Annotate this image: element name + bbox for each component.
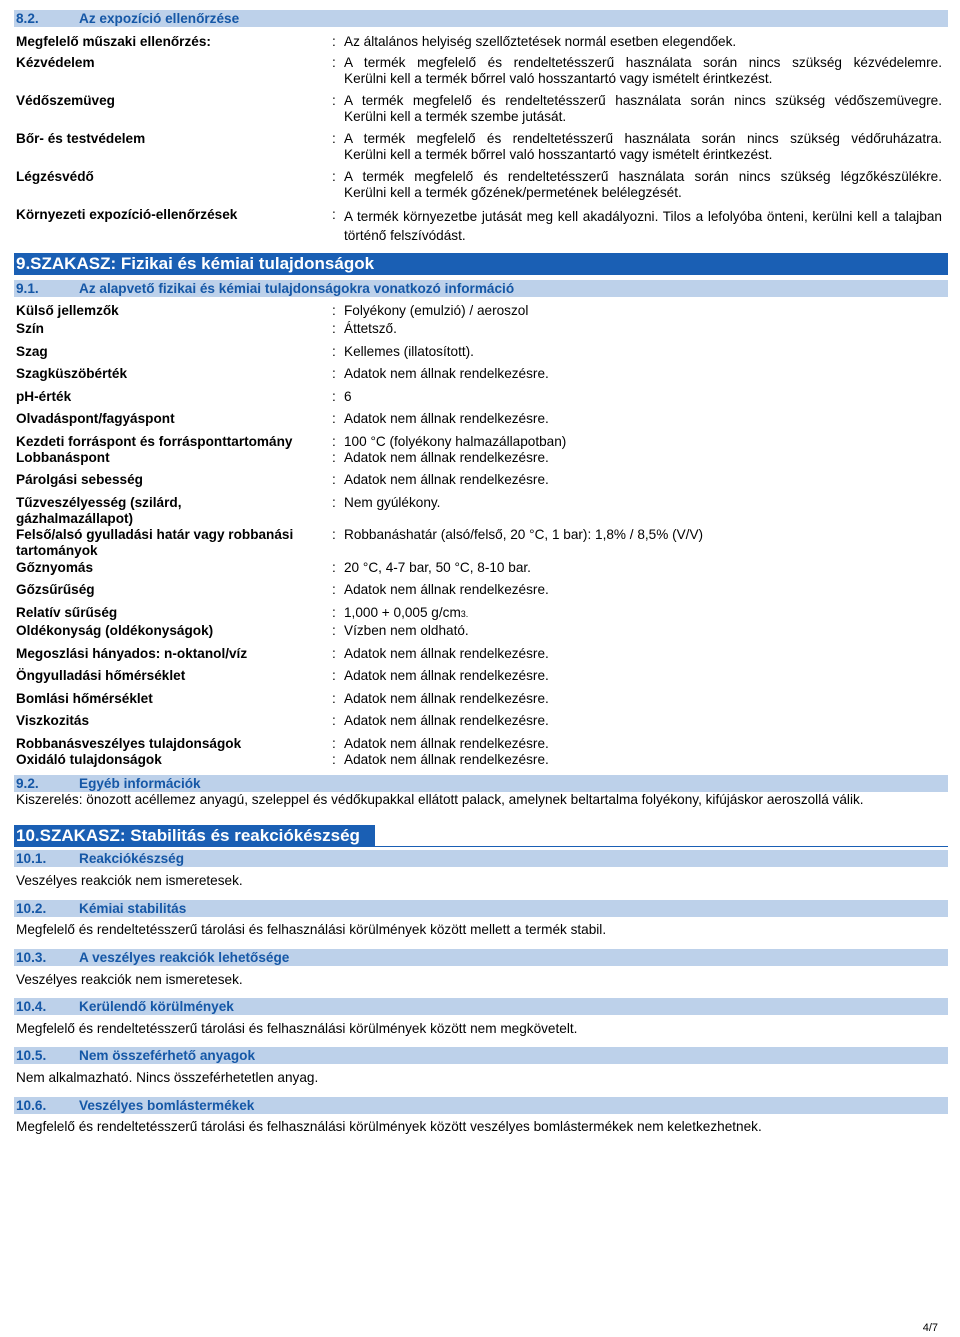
row-label: Védőszemüveg xyxy=(16,93,115,108)
colon: : xyxy=(332,472,336,487)
row-label: Öngyulladási hőmérséklet xyxy=(16,668,186,683)
row-label: Kezdeti forráspont és forrásponttartomány xyxy=(16,434,293,449)
colon: : xyxy=(332,169,336,184)
section-9-1-header xyxy=(14,280,948,297)
row-value: A termék megfelelő és rendeltetésszerű használata során nincs szükség légzőkészülékre. xyxy=(344,169,942,184)
row-value: Adatok nem állnak rendelkezésre. xyxy=(344,691,549,706)
section-divider xyxy=(375,846,948,847)
section-title: 9.SZAKASZ: Fizikai és kémiai tulajdonságok xyxy=(16,254,375,273)
row-value-line2: Kerülni kell a termék szembe jutását. xyxy=(344,109,567,124)
section-9-header xyxy=(14,253,948,275)
colon: : xyxy=(332,605,336,620)
colon: : xyxy=(332,527,336,542)
row-label: Felső/alsó gyulladási határ vagy robbanási tartományok xyxy=(16,527,294,558)
section-title: Egyéb információk xyxy=(79,776,201,791)
section-text: Megfelelő és rendeltetésszerű tárolási és felhasználási körülmények között nem megkövetelt. xyxy=(16,1021,578,1036)
row-label: Oldékonyság (oldékonyságok) xyxy=(16,623,214,638)
row-label: Viszkozitás xyxy=(16,713,90,728)
page-number: 4/7 xyxy=(922,1322,938,1334)
row-label: Szag xyxy=(16,344,48,359)
section-title: Kerülendő körülmények xyxy=(79,999,234,1014)
section-text: Megfelelő és rendeltetésszerű tárolási és felhasználási körülmények között mellett a termék stabil. xyxy=(16,922,607,937)
section-10-1-header xyxy=(14,850,948,867)
colon: : xyxy=(332,411,336,426)
row-label: Gőznyomás xyxy=(16,560,94,575)
section-10-4-header xyxy=(14,998,948,1015)
row-value-line2: Kerülni kell a termék bőrrel való hosszantartó vagy ismételt érintkezést. xyxy=(344,71,773,86)
row-value: Adatok nem állnak rendelkezésre. xyxy=(344,582,549,597)
section-number: 8.2. xyxy=(16,11,39,26)
row-label: Bomlási hőmérséklet xyxy=(16,691,153,706)
section-number: 10.3. xyxy=(16,950,47,965)
section-number: 10.5. xyxy=(16,1048,47,1063)
row-value: A termék környezetbe jutását meg kell akadályozni. Tilos a lefolyóba önteni, kerülni kell a talajban történő felszívódást. xyxy=(344,209,942,243)
colon: : xyxy=(332,321,336,336)
section-title: 10.SZAKASZ: Stabilitás és reakciókészség xyxy=(16,826,360,845)
row-label: Gőzsűrűség xyxy=(16,582,95,597)
colon: : xyxy=(332,713,336,728)
colon: : xyxy=(332,450,336,465)
row-label: Megoszlási hányados: n-oktanol/víz xyxy=(16,646,248,661)
row-value: 100 °C (folyékony halmazállapotban) xyxy=(344,434,567,449)
section-title: Kémiai stabilitás xyxy=(79,901,187,916)
row-label: Olvadáspont/fagyáspont xyxy=(16,411,175,426)
colon: : xyxy=(332,303,336,318)
row-label: pH-érték xyxy=(16,389,72,404)
row-label: Kézvédelem xyxy=(16,55,95,70)
row-value: Vízben nem oldható. xyxy=(344,623,469,638)
row-value: Adatok nem állnak rendelkezésre. xyxy=(344,366,549,381)
row-value-line2: Kerülni kell a termék gőzének/permetének belélegzését. xyxy=(344,185,682,200)
section-title: Az alapvető fizikai és kémiai tulajdonságokra vonatkozó információ xyxy=(79,281,515,296)
row-value-line2: Kerülni kell a termék bőrrel való hosszantartó vagy ismételt érintkezést. xyxy=(344,147,773,162)
row-label: Légzésvédő xyxy=(16,169,94,184)
colon: : xyxy=(332,736,336,751)
section-number: 9.1. xyxy=(16,281,39,296)
colon: : xyxy=(332,55,336,70)
row-value: A termék megfelelő és rendeltetésszerű használata során nincs szükség kézvédelemre. xyxy=(344,55,942,70)
colon: : xyxy=(332,344,336,359)
section-10-5-header xyxy=(14,1047,948,1064)
colon: : xyxy=(332,495,336,510)
row-value: Adatok nem állnak rendelkezésre. xyxy=(344,450,549,465)
row-value: A termék megfelelő és rendeltetésszerű használata során nincs szükség védőruházatra. xyxy=(344,131,942,146)
section-10-2-header xyxy=(14,900,948,917)
colon: : xyxy=(332,623,336,638)
section-text: Megfelelő és rendeltetésszerű tárolási és felhasználási körülmények között veszélyes bomlástermékek nem keletkezhetnek. xyxy=(16,1119,762,1134)
row-value: Adatok nem állnak rendelkezésre. xyxy=(344,713,549,728)
colon: : xyxy=(332,34,336,49)
section-10-3-header xyxy=(14,949,948,966)
row-value: Folyékony (emulzió) / aeroszol xyxy=(344,303,529,318)
row-value: Áttetsző. xyxy=(344,321,397,336)
row-label: Relatív sűrűség xyxy=(16,605,118,620)
section-text: Kiszerelés: önozott acéllemez anyagú, szeleppel és védőkupakkal ellátott palack, amelynek beltartalma folyékony, kifújáskor aeroszollá válik. xyxy=(16,792,864,807)
section-number: 10.4. xyxy=(16,999,47,1014)
section-number: 10.2. xyxy=(16,901,47,916)
colon: : xyxy=(332,582,336,597)
section-9-2-header xyxy=(14,775,948,792)
row-value: Robbanáshatár (alsó/felső, 20 °C, 1 bar): 1,8% / 8,5% (V/V) xyxy=(344,527,704,542)
section-8-2-header xyxy=(14,10,948,27)
row-value: 6 xyxy=(344,389,352,404)
row-label: Megfelelő műszaki ellenőrzés: xyxy=(16,34,211,49)
row-value: Kellemes (illatosított). xyxy=(344,344,474,359)
row-value: A termék megfelelő és rendeltetésszerű használata során nincs szükség védőszemüvegre. xyxy=(344,93,942,108)
row-value: Adatok nem állnak rendelkezésre. xyxy=(344,472,549,487)
section-number: 10.6. xyxy=(16,1098,47,1113)
colon: : xyxy=(332,560,336,575)
row-value: Adatok nem állnak rendelkezésre. xyxy=(344,646,549,661)
colon: : xyxy=(332,131,336,146)
section-title: Az expozíció ellenőrzése xyxy=(79,11,240,26)
row-label: Szín xyxy=(16,321,44,336)
colon: : xyxy=(332,691,336,706)
row-value: 20 °C, 4-7 bar, 50 °C, 8-10 bar. xyxy=(344,560,531,575)
row-value xyxy=(344,605,468,622)
colon: : xyxy=(332,366,336,381)
row-label: Párolgási sebesség xyxy=(16,472,143,487)
colon: : xyxy=(332,752,336,767)
row-label: Bőr- és testvédelem xyxy=(16,131,146,146)
colon: : xyxy=(332,389,336,404)
density-superscript: 3. xyxy=(460,609,469,619)
section-text: Veszélyes reakciók nem ismeretesek. xyxy=(16,972,243,987)
density-value: 1,000 + 0,005 g/cm xyxy=(344,605,461,620)
colon: : xyxy=(332,646,336,661)
section-title: Reakciókészség xyxy=(79,851,185,866)
row-label: Tűzveszélyesség (szilárd, gázhalmazállapot) xyxy=(16,495,182,526)
section-10-6-header xyxy=(14,1097,948,1114)
section-title: A veszélyes reakciók lehetősége xyxy=(79,950,290,965)
row-value: Adatok nem állnak rendelkezésre. xyxy=(344,411,549,426)
row-label: Külső jellemzők xyxy=(16,303,119,318)
row-label: Robbanásveszélyes tulajdonságok xyxy=(16,736,242,751)
section-title: Veszélyes bomlástermékek xyxy=(79,1098,255,1113)
row-value: Adatok nem állnak rendelkezésre. xyxy=(344,736,549,751)
row-label: Környezeti expozíció-ellenőrzések xyxy=(16,207,238,222)
colon: : xyxy=(332,434,336,449)
row-value: Adatok nem állnak rendelkezésre. xyxy=(344,668,549,683)
row-label: Szagküszöbérték xyxy=(16,366,128,381)
colon: : xyxy=(332,93,336,108)
row-label: Lobbanáspont xyxy=(16,450,110,465)
colon: : xyxy=(332,207,336,222)
section-number: 9.2. xyxy=(16,776,39,791)
section-text: Veszélyes reakciók nem ismeretesek. xyxy=(16,873,243,888)
section-number: 10.1. xyxy=(16,851,47,866)
section-text: Nem alkalmazható. Nincs összeférhetetlen anyag. xyxy=(16,1070,319,1085)
section-title: Nem összeférhető anyagok xyxy=(79,1048,256,1063)
row-label: Oxidáló tulajdonságok xyxy=(16,752,162,767)
section-10-header xyxy=(14,825,375,847)
row-value: Az általános helyiség szellőztetések normál esetben elegendőek. xyxy=(344,34,737,49)
colon: : xyxy=(332,668,336,683)
row-value: Adatok nem állnak rendelkezésre. xyxy=(344,752,549,767)
row-value: Nem gyúlékony. xyxy=(344,495,441,510)
